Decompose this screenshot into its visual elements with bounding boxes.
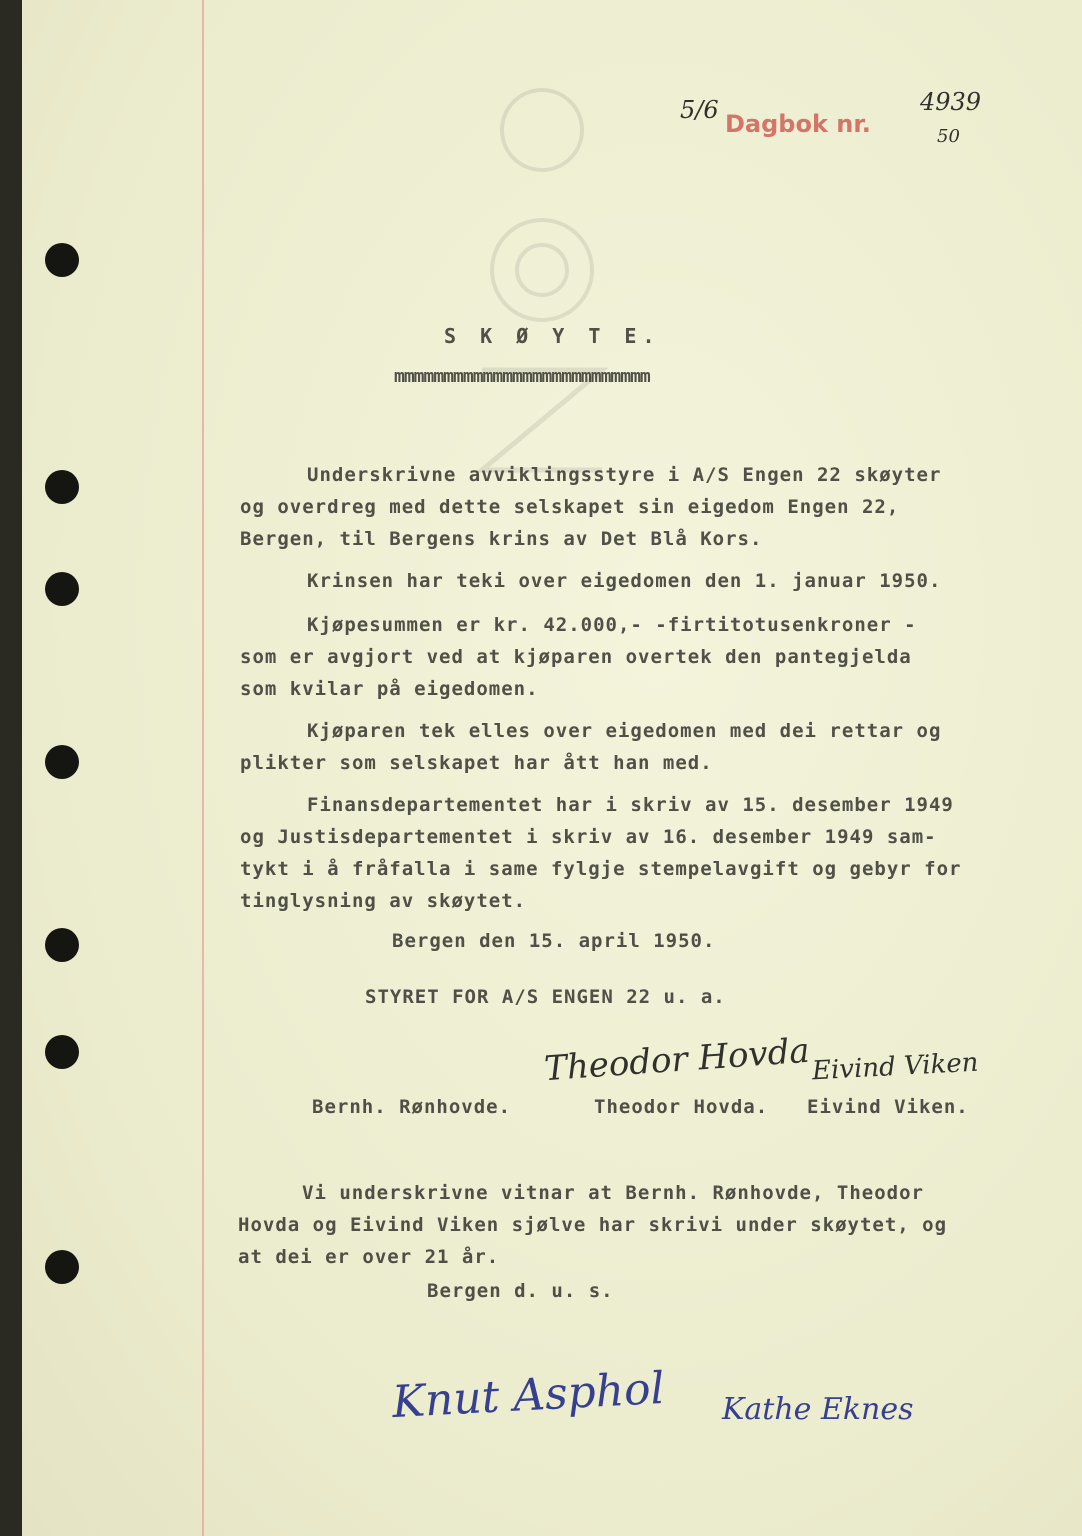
body-line: Bergen, til Bergens krins av Det Blå Kors. [240,528,763,550]
signatory-name: Theodor Hovda. [594,1096,769,1118]
signatory-name: Bernh. Rønhovde. [312,1096,512,1118]
body-line: Finansdepartementet har i skriv av 15. desember 1949 [307,794,954,816]
margin-rule [202,0,204,1536]
binder-hole [45,1250,79,1284]
binder-hole [45,243,79,277]
body-line: plikter som selskapet har ått han med. [240,752,713,774]
body-line: og overdreg med dette selskapet sin eigedom Engen 22, [240,496,900,518]
binder-hole [45,572,79,606]
dagbok-stamp: Dagbok nr. [725,110,871,138]
binder-hole [45,745,79,779]
stamp-year: 50 [937,126,960,147]
body-line: som kvilar på eigedomen. [240,678,539,700]
body-line: som er avgjort ved at kjøparen overtek den pantegjelda [240,646,912,668]
signature-theodor-hovda: Theodor Hovda [542,1030,811,1090]
binder-hole [45,928,79,962]
document-title: S K Ø Y T E. [444,324,661,348]
body-line: tinglysning av skøytet. [240,890,527,912]
body-line: og Justisdepartementet i skriv av 16. desember 1949 sam- [240,826,937,848]
signature-kathe-eknes: Kathe Eknes [722,1392,914,1427]
watermark-emblem [422,70,662,510]
body-line: Underskrivne avviklingsstyre i A/S Engen 22 skøyter [307,464,942,486]
binder-hole [45,1035,79,1069]
signature-knut-asphol: Knut Asphol [390,1362,666,1429]
body-line: Krinsen har teki over eigedomen den 1. januar 1950. [307,570,942,592]
witness-line: at dei er over 21 år. [238,1246,500,1268]
body-line: Kjøpesummen er kr. 42.000,- -firtitotusenkroner - [307,614,917,636]
place-date: Bergen den 15. april 1950. [392,930,716,952]
witness-place: Bergen d. u. s. [427,1280,614,1302]
signature-eivind-viken: Eivind Viken [811,1047,980,1087]
signatory-name: Eivind Viken. [807,1096,969,1118]
board-heading: STYRET FOR A/S ENGEN 22 u. a. [365,986,726,1008]
witness-line: Hovda og Eivind Viken sjølve har skrivi under skøytet, og [238,1214,948,1236]
stamp-date: 5/6 [680,96,719,124]
witness-line: Vi underskrivne vitnar at Bernh. Rønhovde, Theodor [302,1182,924,1204]
title-underline: mmmmmmmmmmmmmmmmmmmmmmmmmm [394,366,650,387]
stamp-number: 4939 [920,88,982,116]
body-line: tykt i å fråfalla i same fylgje stempelavgift og gebyr for [240,858,962,880]
body-line: Kjøparen tek elles over eigedomen med dei rettar og [307,720,942,742]
binder-hole [45,470,79,504]
document-page [22,0,1082,1536]
